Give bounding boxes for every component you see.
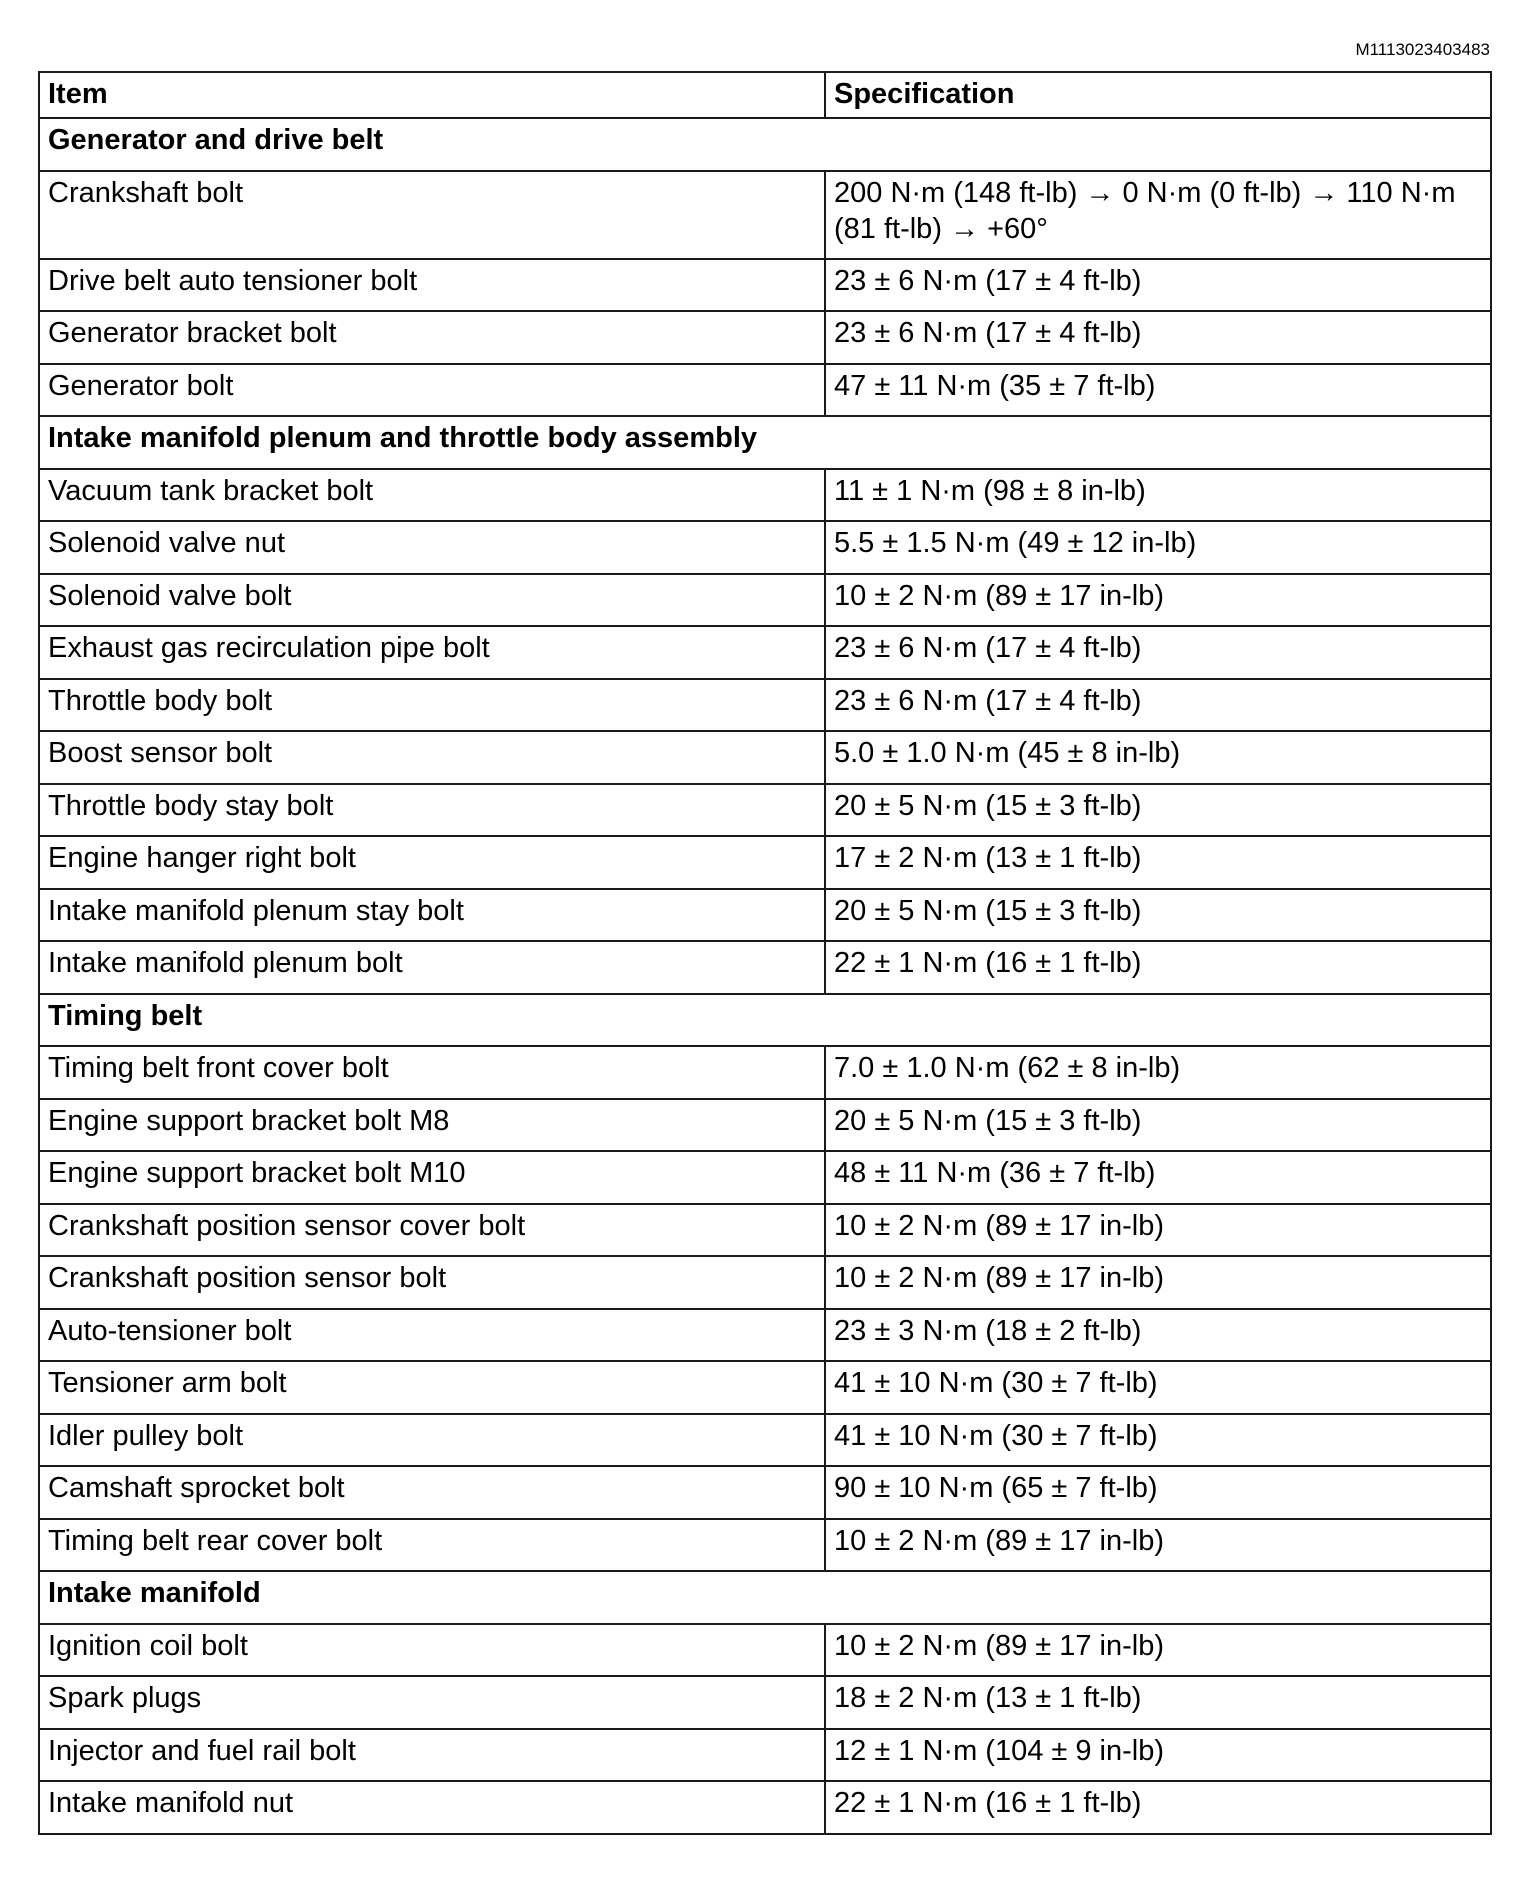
table-row (39, 1046, 1491, 1099)
section-row (39, 416, 1491, 469)
specification-cell: 47 ± 11 N·m (35 ± 7 ft-lb) (825, 364, 1491, 417)
specification-table (38, 71, 1492, 1835)
table-row (39, 1676, 1491, 1729)
item-cell: Crankshaft position sensor bolt (39, 1256, 825, 1309)
item-cell: Boost sensor bolt (39, 731, 825, 784)
column-header-item: Item (39, 72, 825, 118)
table-row (39, 784, 1491, 837)
specification-cell: 10 ± 2 N·m (89 ± 17 in-lb) (825, 1624, 1491, 1677)
item-cell: Engine support bracket bolt M8 (39, 1099, 825, 1152)
column-header-specification: Specification (825, 72, 1491, 118)
item-cell: Crankshaft bolt (39, 171, 825, 259)
table-row (39, 259, 1491, 312)
section-title: Intake manifold (39, 1571, 1491, 1624)
table-body (39, 118, 1491, 1834)
item-cell: Throttle body bolt (39, 679, 825, 732)
item-cell: Drive belt auto tensioner bolt (39, 259, 825, 312)
section-row (39, 118, 1491, 171)
table-row (39, 679, 1491, 732)
item-cell: Timing belt rear cover bolt (39, 1519, 825, 1572)
item-cell: Auto-tensioner bolt (39, 1309, 825, 1362)
item-cell: Tensioner arm bolt (39, 1361, 825, 1414)
section-title: Intake manifold plenum and throttle body assembly (39, 416, 1491, 469)
table-row (39, 1256, 1491, 1309)
specification-cell: 10 ± 2 N·m (89 ± 17 in-lb) (825, 1256, 1491, 1309)
specification-cell: 5.5 ± 1.5 N·m (49 ± 12 in-lb) (825, 521, 1491, 574)
specification-cell: 200 N·m (148 ft-lb) → 0 N·m (0 ft-lb) → 110 N·m (81 ft-lb) → +60° (825, 171, 1491, 259)
specification-cell: 10 ± 2 N·m (89 ± 17 in-lb) (825, 1204, 1491, 1257)
specification-cell: 11 ± 1 N·m (98 ± 8 in-lb) (825, 469, 1491, 522)
table-row (39, 889, 1491, 942)
specification-cell: 23 ± 6 N·m (17 ± 4 ft-lb) (825, 311, 1491, 364)
table-row (39, 731, 1491, 784)
table-row (39, 311, 1491, 364)
specification-cell: 18 ± 2 N·m (13 ± 1 ft-lb) (825, 1676, 1491, 1729)
table-header-row (39, 72, 1491, 118)
specification-cell: 23 ± 6 N·m (17 ± 4 ft-lb) (825, 259, 1491, 312)
table-row (39, 626, 1491, 679)
item-cell: Idler pulley bolt (39, 1414, 825, 1467)
table-row (39, 1414, 1491, 1467)
item-cell: Solenoid valve nut (39, 521, 825, 574)
item-cell: Throttle body stay bolt (39, 784, 825, 837)
table-row (39, 941, 1491, 994)
table-row (39, 1099, 1491, 1152)
specification-cell: 5.0 ± 1.0 N·m (45 ± 8 in-lb) (825, 731, 1491, 784)
item-cell: Timing belt front cover bolt (39, 1046, 825, 1099)
specification-cell: 22 ± 1 N·m (16 ± 1 ft-lb) (825, 1781, 1491, 1834)
table-row (39, 171, 1491, 259)
specification-cell: 12 ± 1 N·m (104 ± 9 in-lb) (825, 1729, 1491, 1782)
table-row (39, 1309, 1491, 1362)
specification-cell: 10 ± 2 N·m (89 ± 17 in-lb) (825, 574, 1491, 627)
specification-cell: 48 ± 11 N·m (36 ± 7 ft-lb) (825, 1151, 1491, 1204)
item-cell: Solenoid valve bolt (39, 574, 825, 627)
table-row (39, 469, 1491, 522)
item-cell: Injector and fuel rail bolt (39, 1729, 825, 1782)
specification-cell: 41 ± 10 N·m (30 ± 7 ft-lb) (825, 1361, 1491, 1414)
item-cell: Camshaft sprocket bolt (39, 1466, 825, 1519)
document-id: M1113023403483 (1355, 40, 1490, 59)
table-row (39, 364, 1491, 417)
table-row (39, 1624, 1491, 1677)
section-title: Timing belt (39, 994, 1491, 1047)
specification-cell: 20 ± 5 N·m (15 ± 3 ft-lb) (825, 889, 1491, 942)
item-cell: Ignition coil bolt (39, 1624, 825, 1677)
specification-cell: 23 ± 6 N·m (17 ± 4 ft-lb) (825, 679, 1491, 732)
specification-cell: 23 ± 3 N·m (18 ± 2 ft-lb) (825, 1309, 1491, 1362)
table-row (39, 1151, 1491, 1204)
item-cell: Generator bracket bolt (39, 311, 825, 364)
item-cell: Crankshaft position sensor cover bolt (39, 1204, 825, 1257)
specification-cell: 23 ± 6 N·m (17 ± 4 ft-lb) (825, 626, 1491, 679)
item-cell: Vacuum tank bracket bolt (39, 469, 825, 522)
table-row (39, 836, 1491, 889)
item-cell: Spark plugs (39, 1676, 825, 1729)
table-row (39, 1729, 1491, 1782)
table-row (39, 1204, 1491, 1257)
specification-cell: 10 ± 2 N·m (89 ± 17 in-lb) (825, 1519, 1491, 1572)
section-row (39, 1571, 1491, 1624)
specification-cell: 20 ± 5 N·m (15 ± 3 ft-lb) (825, 1099, 1491, 1152)
table-row (39, 1781, 1491, 1834)
item-cell: Engine support bracket bolt M10 (39, 1151, 825, 1204)
item-cell: Exhaust gas recirculation pipe bolt (39, 626, 825, 679)
item-cell: Generator bolt (39, 364, 825, 417)
specification-cell: 17 ± 2 N·m (13 ± 1 ft-lb) (825, 836, 1491, 889)
table-row (39, 1361, 1491, 1414)
item-cell: Intake manifold plenum stay bolt (39, 889, 825, 942)
specification-cell: 22 ± 1 N·m (16 ± 1 ft-lb) (825, 941, 1491, 994)
specification-cell: 7.0 ± 1.0 N·m (62 ± 8 in-lb) (825, 1046, 1491, 1099)
table-row (39, 521, 1491, 574)
table-row (39, 1519, 1491, 1572)
section-row (39, 994, 1491, 1047)
item-cell: Intake manifold plenum bolt (39, 941, 825, 994)
specification-cell: 20 ± 5 N·m (15 ± 3 ft-lb) (825, 784, 1491, 837)
section-title: Generator and drive belt (39, 118, 1491, 171)
specification-cell: 90 ± 10 N·m (65 ± 7 ft-lb) (825, 1466, 1491, 1519)
table-row (39, 1466, 1491, 1519)
table-row (39, 574, 1491, 627)
item-cell: Intake manifold nut (39, 1781, 825, 1834)
item-cell: Engine hanger right bolt (39, 836, 825, 889)
specification-cell: 41 ± 10 N·m (30 ± 7 ft-lb) (825, 1414, 1491, 1467)
